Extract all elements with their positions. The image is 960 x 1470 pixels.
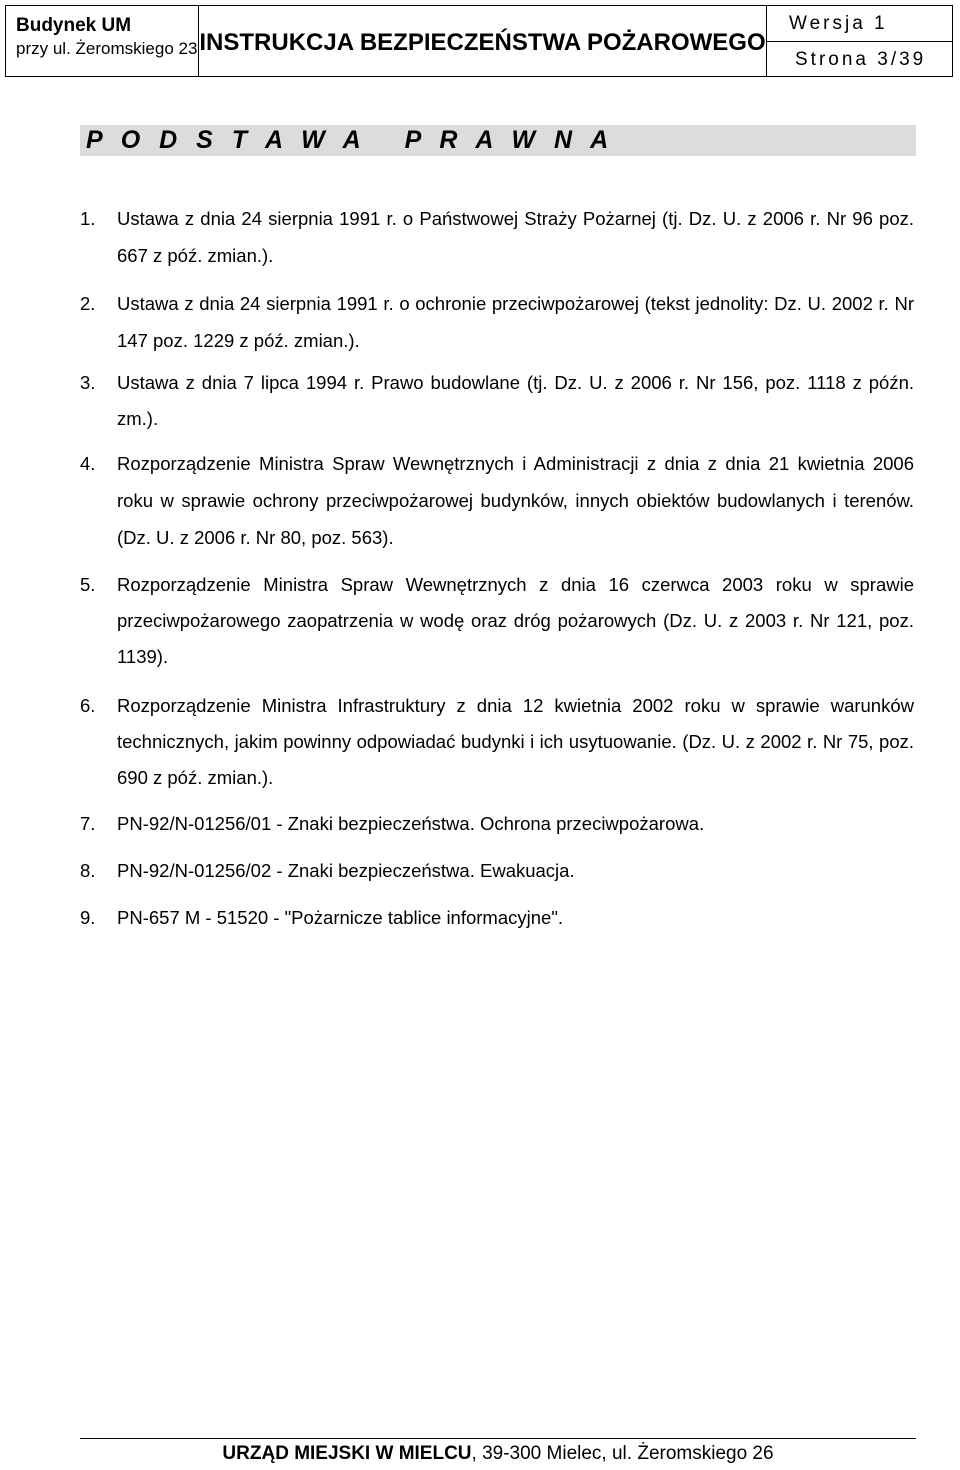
header-org-name: Budynek UM: [16, 15, 132, 36]
list-item-number: 4.: [80, 453, 96, 474]
header-meta-cell: [767, 6, 952, 76]
list-item: [80, 806, 914, 842]
list-item-number: 6.: [80, 695, 96, 716]
list-item-text: PN-657 M - 51520 - "Pożarnicze tablice informacyjne".: [117, 907, 564, 928]
list-item: [80, 445, 914, 556]
page-header: [5, 5, 953, 77]
list-item-number: 1.: [80, 208, 96, 229]
list-item: [80, 688, 914, 796]
list-item-text: Rozporządzenie Ministra Spraw Wewnętrznych i Administracji z dnia z dnia 21 kwietnia 2006 roku w sprawie ochrony przeciwpożarowej budynków, innych obiektów budowlanych i terenów. (Dz. U. z 2006 r. Nr 80, poz. 563).: [117, 453, 914, 548]
list-item: [80, 200, 914, 274]
header-page-number: Strona 3/39: [795, 49, 927, 70]
list-item: [80, 365, 914, 437]
list-item-text: Ustawa z dnia 24 sierpnia 1991 r. o Państwowej Straży Pożarnej (tj. Dz. U. z 2006 r. Nr 96 poz. 667 z póź. zmian.).: [117, 208, 914, 266]
footer-address: , 39-300 Mielec, ul. Żeromskiego 26: [471, 1443, 774, 1464]
list-item-number: 2.: [80, 293, 96, 314]
list-item-number: 5.: [80, 574, 96, 595]
header-doc-title: INSTRUKCJA BEZPIECZEŃSTWA POŻAROWEGO: [199, 6, 767, 76]
list-item-text: Rozporządzenie Ministra Infrastruktury z dnia 12 kwietnia 2002 roku w sprawie warunków technicznych, jakim powinny odpowiadać budynki i ich usytuowanie. (Dz. U. z 2002 r. Nr 75, poz. 690 z póź. zmian.).: [117, 695, 914, 788]
list-item-text: Ustawa z dnia 7 lipca 1994 r. Prawo budowlane (tj. Dz. U. z 2006 r. Nr 156, poz. 1118 z późn. zm.).: [117, 372, 914, 429]
list-item-text: PN-92/N-01256/01 - Znaki bezpieczeństwa. Ochrona przeciwpożarowa.: [117, 813, 705, 834]
list-item: [80, 285, 914, 359]
list-item-text: Rozporządzenie Ministra Spraw Wewnętrznych z dnia 16 czerwca 2003 roku w sprawie przeciwpożarowego zaopatrzenia w wodę oraz dróg pożarowych (Dz. U. z 2003 r. Nr 121, poz. 1139).: [117, 574, 914, 667]
header-org-address: przy ul. Żeromskiego 23: [16, 39, 198, 58]
list-item-number: 9.: [80, 907, 96, 928]
list-item-text: PN-92/N-01256/02 - Znaki bezpieczeństwa. Ewakuacja.: [117, 860, 575, 881]
list-item-number: 7.: [80, 813, 96, 834]
header-version: Wersja 1: [767, 6, 952, 42]
list-item: [80, 900, 914, 936]
header-org-cell: [6, 6, 199, 76]
section-title: P O D S T A W A P R A W N A: [80, 125, 916, 156]
legal-basis-list: [80, 200, 914, 936]
list-item-number: 8.: [80, 860, 96, 881]
footer-org: URZĄD MIEJSKI W MIELCU: [222, 1443, 472, 1464]
page-footer: [80, 1438, 916, 1466]
list-item-number: 3.: [80, 372, 96, 393]
list-item: [80, 567, 914, 675]
list-item-text: Ustawa z dnia 24 sierpnia 1991 r. o ochronie przeciwpożarowej (tekst jednolity: Dz. U. 2002 r. Nr 147 poz. 1229 z póź. zmian.).: [117, 293, 914, 351]
list-item: [80, 853, 914, 889]
